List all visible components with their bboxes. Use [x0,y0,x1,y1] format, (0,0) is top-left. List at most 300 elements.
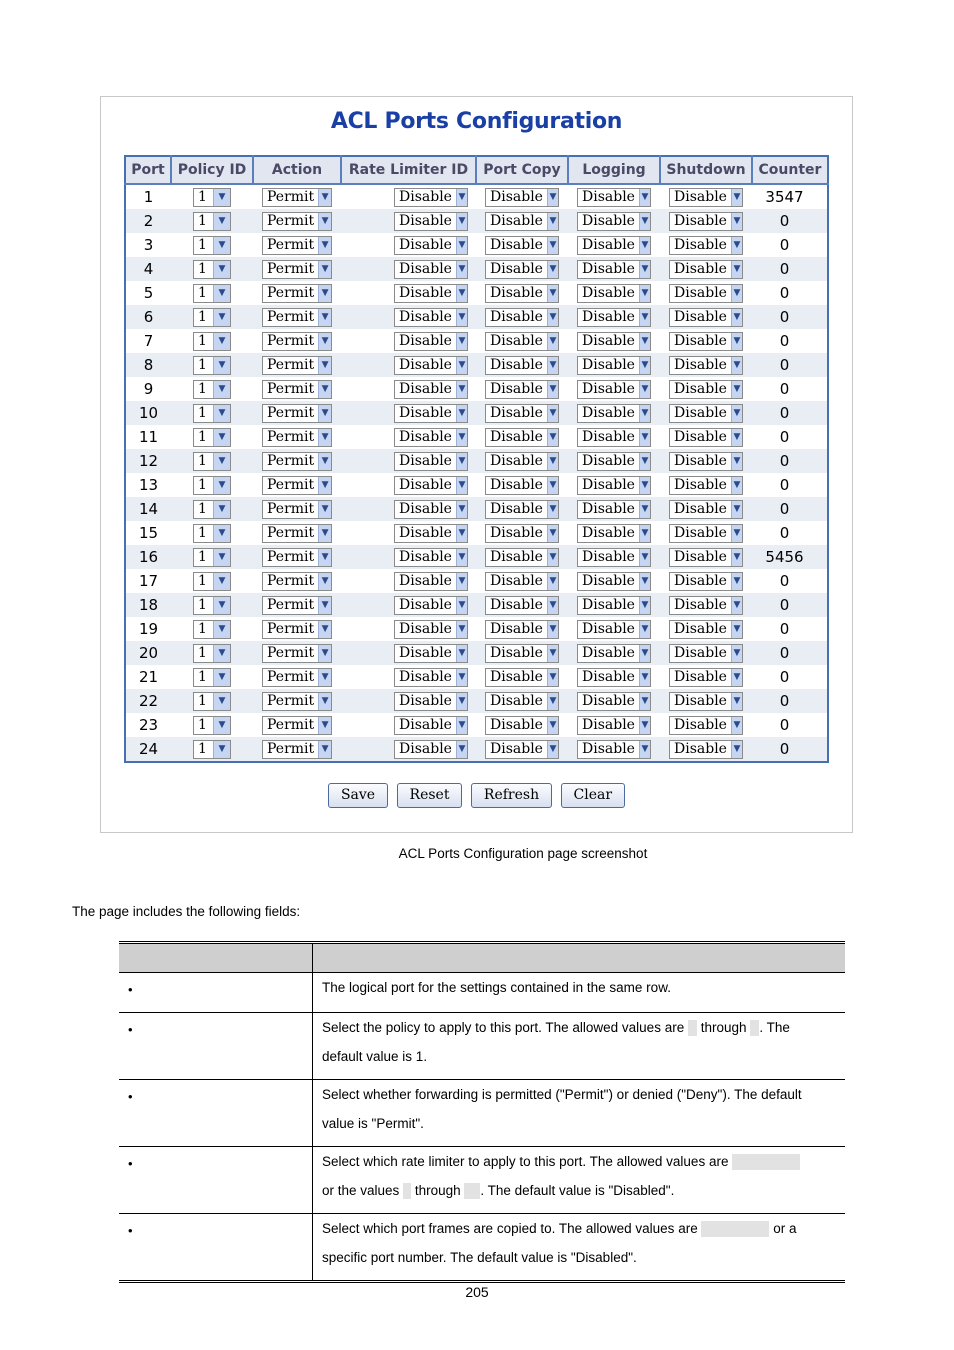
field-desc-rate-limiter-id [313,1147,846,1214]
reset-button[interactable]: Reset [397,783,463,808]
port-copy-select-value: Disable [490,620,543,637]
policy-id-select[interactable] [193,332,231,351]
port-number: 16 [125,545,171,569]
rate-limiter-select-value: Disable [399,452,452,469]
action-select[interactable] [262,428,332,447]
shutdown-select-value: Disable [674,212,727,229]
port-number: 18 [125,593,171,617]
action-select-value: Permit [267,284,315,301]
shutdown-select-value: Disable [674,692,727,709]
logging-select[interactable] [577,524,651,543]
rate-limiter-select-value: Disable [399,308,452,325]
action-select[interactable] [262,500,332,519]
rate-limiter-select[interactable] [394,524,468,543]
rate-limiter-select[interactable] [394,476,468,495]
rate-limiter-select[interactable] [394,692,468,711]
action-select-value: Permit [267,452,315,469]
policy-id-select[interactable] [193,572,231,591]
redacted-value [403,1183,411,1199]
chevron-down-icon: ▼ [731,381,742,398]
logging-select[interactable] [577,332,651,351]
bullet: • [119,1013,313,1080]
fields-header-row [119,943,845,973]
policy-id-select-value: 1 [198,380,207,397]
chevron-down-icon: ▼ [639,525,650,542]
action-select[interactable] [262,236,332,255]
intro-text: The page includes the following fields: [72,904,301,919]
logging-select[interactable] [577,308,651,327]
action-select-value: Permit [267,524,315,541]
port-number: 20 [125,641,171,665]
shutdown-select[interactable] [669,500,743,519]
port-copy-select[interactable] [485,212,559,231]
shutdown-select-value: Disable [674,188,727,205]
counter-value: 5456 [752,545,828,569]
action-select[interactable] [262,572,332,591]
chevron-down-icon: ▼ [318,645,331,662]
shutdown-select[interactable] [669,260,743,279]
logging-select[interactable] [577,260,651,279]
port-copy-select[interactable] [485,452,559,471]
shutdown-select[interactable] [669,332,743,351]
action-select[interactable] [262,476,332,495]
port-number: 5 [125,281,171,305]
policy-id-select-value: 1 [198,716,207,733]
shutdown-select[interactable] [669,284,743,303]
policy-id-select[interactable] [193,284,231,303]
policy-id-select[interactable] [193,500,231,519]
policy-id-select[interactable] [193,716,231,735]
rate-limiter-select[interactable] [394,236,468,255]
shutdown-select[interactable] [669,548,743,567]
rate-limiter-select-value: Disable [399,356,452,373]
port-copy-select[interactable] [485,236,559,255]
chevron-down-icon: ▼ [639,237,650,254]
rate-desc-a: Select which rate limiter to apply to this port. The allowed values are [322,1154,729,1169]
rate-limiter-select[interactable] [394,716,468,735]
shutdown-select[interactable] [669,452,743,471]
chevron-down-icon: ▼ [318,573,331,590]
policy-desc-d: default value is 1. [322,1049,428,1064]
shutdown-select[interactable] [669,644,743,663]
chevron-down-icon: ▼ [456,501,467,518]
action-select[interactable] [262,452,332,471]
port-copy-select-value: Disable [490,404,543,421]
col-header-action: Action [253,156,341,184]
policy-id-select[interactable] [193,524,231,543]
rate-limiter-select-value: Disable [399,260,452,277]
clear-button[interactable]: Clear [561,783,626,808]
chevron-down-icon: ▼ [318,309,331,326]
policy-id-select-value: 1 [198,404,207,421]
counter-value: 0 [752,689,828,713]
rate-limiter-select[interactable] [394,332,468,351]
acl-ports-table [124,155,829,763]
port-copy-select[interactable] [485,404,559,423]
action-select-value: Permit [267,212,315,229]
action-select-value: Permit [267,236,315,253]
chevron-down-icon: ▼ [456,261,467,278]
action-select[interactable] [262,188,332,207]
redacted-value [750,1020,759,1036]
policy-id-select[interactable] [193,404,231,423]
chevron-down-icon: ▼ [731,645,742,662]
chevron-down-icon: ▼ [213,189,230,206]
port-number: 24 [125,737,171,762]
field-row-port [119,973,845,1013]
port-copy-select[interactable] [485,428,559,447]
action-select-value: Permit [267,668,315,685]
action-select-value: Permit [267,596,315,613]
action-select[interactable] [262,284,332,303]
port-copy-select-value: Disable [490,524,543,541]
port-copy-select[interactable] [485,692,559,711]
chevron-down-icon: ▼ [639,429,650,446]
port-number: 13 [125,473,171,497]
chevron-down-icon: ▼ [731,597,742,614]
chevron-down-icon: ▼ [731,501,742,518]
rate-limiter-select[interactable] [394,356,468,375]
port-copy-select[interactable] [485,524,559,543]
table-row [125,593,828,617]
chevron-down-icon: ▼ [213,621,230,638]
rate-limiter-select[interactable] [394,308,468,327]
logging-select-value: Disable [582,332,635,349]
chevron-down-icon: ▼ [456,213,467,230]
logging-select[interactable] [577,668,651,687]
chevron-down-icon: ▼ [547,597,558,614]
logging-select[interactable] [577,212,651,231]
chevron-down-icon: ▼ [639,381,650,398]
rate-limiter-select[interactable] [394,596,468,615]
logging-select[interactable] [577,236,651,255]
chevron-down-icon: ▼ [318,453,331,470]
logging-select[interactable] [577,740,651,759]
shutdown-select-value: Disable [674,644,727,661]
policy-id-select-value: 1 [198,692,207,709]
port-copy-select[interactable] [485,716,559,735]
policy-id-select[interactable] [193,236,231,255]
shutdown-select[interactable] [669,428,743,447]
save-button[interactable]: Save [328,783,388,808]
chevron-down-icon: ▼ [213,501,230,518]
logging-select-value: Disable [582,500,635,517]
logging-select[interactable] [577,452,651,471]
action-select[interactable] [262,548,332,567]
shutdown-select[interactable] [669,476,743,495]
shutdown-select-value: Disable [674,380,727,397]
rate-limiter-select-value: Disable [399,236,452,253]
action-select-value: Permit [267,716,315,733]
rate-limiter-select-value: Disable [399,500,452,517]
logging-select[interactable] [577,476,651,495]
port-copy-select-value: Disable [490,188,543,205]
rate-limiter-select[interactable] [394,404,468,423]
rate-limiter-select-value: Disable [399,380,452,397]
port-number: 8 [125,353,171,377]
chevron-down-icon: ▼ [731,669,742,686]
policy-id-select-value: 1 [198,428,207,445]
shutdown-select[interactable] [669,740,743,759]
shutdown-select-value: Disable [674,236,727,253]
chevron-down-icon: ▼ [639,645,650,662]
policy-id-select[interactable] [193,620,231,639]
rate-limiter-select[interactable] [394,260,468,279]
chevron-down-icon: ▼ [318,693,331,710]
shutdown-select[interactable] [669,572,743,591]
port-copy-select[interactable] [485,596,559,615]
rate-limiter-select-value: Disable [399,716,452,733]
logging-select[interactable] [577,548,651,567]
port-copy-select-value: Disable [490,380,543,397]
policy-id-select[interactable] [193,212,231,231]
shutdown-select[interactable] [669,620,743,639]
counter-value: 0 [752,209,828,233]
shutdown-select[interactable] [669,308,743,327]
chevron-down-icon: ▼ [213,285,230,302]
port-copy-select-value: Disable [490,428,543,445]
chevron-down-icon: ▼ [318,429,331,446]
table-row [125,305,828,329]
chevron-down-icon: ▼ [547,717,558,734]
port-copy-select[interactable] [485,284,559,303]
policy-id-select[interactable] [193,188,231,207]
logging-select-value: Disable [582,452,635,469]
port-copy-select[interactable] [485,572,559,591]
shutdown-select[interactable] [669,716,743,735]
logging-select[interactable] [577,404,651,423]
chevron-down-icon: ▼ [318,237,331,254]
shutdown-select-value: Disable [674,308,727,325]
chevron-down-icon: ▼ [731,525,742,542]
logging-select[interactable] [577,692,651,711]
action-select[interactable] [262,356,332,375]
port-copy-select[interactable] [485,332,559,351]
rate-limiter-select[interactable] [394,668,468,687]
port-copy-select[interactable] [485,644,559,663]
action-select[interactable] [262,740,332,759]
rate-limiter-select[interactable] [394,740,468,759]
chevron-down-icon: ▼ [639,693,650,710]
chevron-down-icon: ▼ [318,717,331,734]
logging-select[interactable] [577,644,651,663]
policy-id-select[interactable] [193,668,231,687]
logging-select[interactable] [577,716,651,735]
chevron-down-icon: ▼ [318,525,331,542]
table-row [125,641,828,665]
shutdown-select[interactable] [669,404,743,423]
rate-limiter-select[interactable] [394,500,468,519]
logging-select[interactable] [577,428,651,447]
logging-select[interactable] [577,356,651,375]
chevron-down-icon: ▼ [456,429,467,446]
action-select[interactable] [262,212,332,231]
shutdown-select[interactable] [669,596,743,615]
shutdown-select[interactable] [669,188,743,207]
policy-id-select[interactable] [193,548,231,567]
policy-id-select[interactable] [193,428,231,447]
shutdown-select[interactable] [669,692,743,711]
action-select[interactable] [262,644,332,663]
logging-select-value: Disable [582,668,635,685]
table-row [125,737,828,762]
logging-select[interactable] [577,188,651,207]
port-copy-select[interactable] [485,620,559,639]
field-row-policy-id [119,1013,845,1080]
rate-limiter-select[interactable] [394,212,468,231]
action-select[interactable] [262,260,332,279]
action-select-value: Permit [267,260,315,277]
policy-id-select[interactable] [193,644,231,663]
chevron-down-icon: ▼ [639,405,650,422]
policy-id-select[interactable] [193,452,231,471]
shutdown-select-value: Disable [674,620,727,637]
rate-limiter-select-value: Disable [399,332,452,349]
action-select[interactable] [262,404,332,423]
rate-limiter-select-value: Disable [399,572,452,589]
rate-limiter-select[interactable] [394,428,468,447]
chevron-down-icon: ▼ [456,189,467,206]
logging-select-value: Disable [582,308,635,325]
chevron-down-icon: ▼ [639,621,650,638]
chevron-down-icon: ▼ [639,357,650,374]
policy-id-select[interactable] [193,692,231,711]
port-copy-select[interactable] [485,500,559,519]
rate-limiter-select[interactable] [394,452,468,471]
shutdown-select[interactable] [669,380,743,399]
chevron-down-icon: ▼ [318,477,331,494]
policy-id-select-value: 1 [198,260,207,277]
counter-value: 0 [752,497,828,521]
rate-limiter-select[interactable] [394,284,468,303]
chevron-down-icon: ▼ [639,501,650,518]
table-row [125,233,828,257]
bullet: • [119,1147,313,1214]
redacted-value [464,1183,480,1199]
shutdown-select[interactable] [669,236,743,255]
policy-id-select[interactable] [193,476,231,495]
port-number: 2 [125,209,171,233]
policy-desc-c: . The [759,1020,790,1035]
table-row [125,617,828,641]
redacted-value [732,1154,800,1170]
port-copy-select[interactable] [485,740,559,759]
rate-limiter-select[interactable] [394,620,468,639]
shutdown-select[interactable] [669,356,743,375]
counter-value: 0 [752,713,828,737]
policy-id-select-value: 1 [198,548,207,565]
chevron-down-icon: ▼ [731,693,742,710]
chevron-down-icon: ▼ [547,645,558,662]
logging-select-value: Disable [582,620,635,637]
table-row [125,497,828,521]
rate-limiter-select-value: Disable [399,404,452,421]
action-select-value: Permit [267,380,315,397]
policy-id-select-value: 1 [198,188,207,205]
rate-limiter-select-value: Disable [399,740,452,757]
table-row [125,569,828,593]
port-copy-select[interactable] [485,308,559,327]
policy-id-select[interactable] [193,308,231,327]
policy-id-select[interactable] [193,260,231,279]
chevron-down-icon: ▼ [318,381,331,398]
policy-id-select[interactable] [193,740,231,759]
rate-limiter-select-value: Disable [399,428,452,445]
port-copy-select-value: Disable [490,212,543,229]
port-copy-select[interactable] [485,476,559,495]
shutdown-select[interactable] [669,668,743,687]
policy-id-select[interactable] [193,356,231,375]
action-select[interactable] [262,716,332,735]
port-copy-select-value: Disable [490,644,543,661]
port-copy-select[interactable] [485,188,559,207]
chevron-down-icon: ▼ [213,213,230,230]
rate-limiter-select[interactable] [394,548,468,567]
rate-limiter-select[interactable] [394,380,468,399]
port-number: 10 [125,401,171,425]
port-copy-select-value: Disable [490,308,543,325]
logging-select[interactable] [577,620,651,639]
action-select[interactable] [262,308,332,327]
table-row [125,353,828,377]
chevron-down-icon: ▼ [639,717,650,734]
chevron-down-icon: ▼ [318,501,331,518]
port-copy-select[interactable] [485,668,559,687]
rate-limiter-select[interactable] [394,644,468,663]
policy-id-select-value: 1 [198,572,207,589]
chevron-down-icon: ▼ [213,405,230,422]
rate-limiter-select[interactable] [394,572,468,591]
chevron-down-icon: ▼ [456,549,467,566]
action-select[interactable] [262,620,332,639]
policy-id-select[interactable] [193,380,231,399]
screenshot-frame [100,96,853,833]
rate-limiter-select-value: Disable [399,476,452,493]
action-select[interactable] [262,596,332,615]
counter-value: 0 [752,329,828,353]
action-select-value: Permit [267,692,315,709]
action-select[interactable] [262,668,332,687]
action-select[interactable] [262,380,332,399]
col-header-logging: Logging [568,156,660,184]
shutdown-select[interactable] [669,212,743,231]
policy-id-select[interactable] [193,596,231,615]
col-header-policy-id: Policy ID [171,156,253,184]
rate-limiter-select-value: Disable [399,596,452,613]
action-select[interactable] [262,332,332,351]
table-row [125,329,828,353]
logging-select[interactable] [577,284,651,303]
port-copy-select[interactable] [485,260,559,279]
logging-select[interactable] [577,380,651,399]
logging-select[interactable] [577,596,651,615]
port-copy-select[interactable] [485,380,559,399]
shutdown-select[interactable] [669,524,743,543]
logging-select[interactable] [577,572,651,591]
logging-select[interactable] [577,500,651,519]
counter-value: 0 [752,377,828,401]
refresh-button[interactable]: Refresh [471,783,552,808]
action-select[interactable] [262,524,332,543]
rate-limiter-select[interactable] [394,188,468,207]
port-copy-select[interactable] [485,548,559,567]
action-select[interactable] [262,692,332,711]
port-copy-select[interactable] [485,356,559,375]
chevron-down-icon: ▼ [547,549,558,566]
port-copy-select-value: Disable [490,500,543,517]
rate-limiter-select-value: Disable [399,644,452,661]
table-row [125,713,828,737]
